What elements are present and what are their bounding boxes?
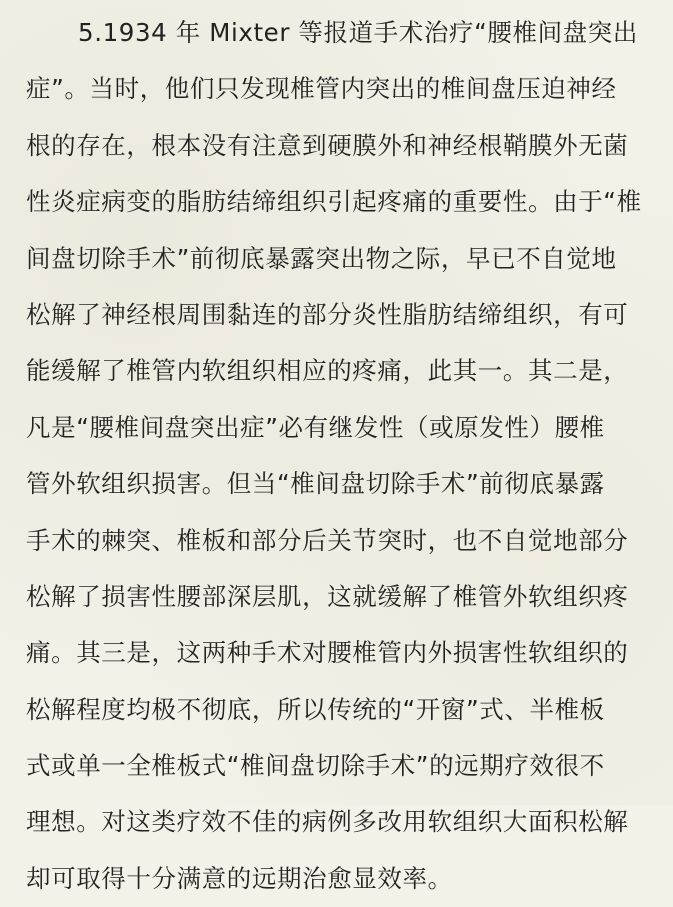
paragraph-line: 却可取得十分满意的远期治愈显效率。 (26, 863, 453, 893)
paragraph-line: 凡是“腰椎间盘突出症”必有继发性（或原发性）腰椎 (26, 412, 605, 442)
paragraph-line: 痛。其三是，这两种手术对腰椎管内外损害性软组织的 (26, 638, 629, 668)
paragraph-line: 松解程度均极不彻底，所以传统的“开窗”式、半椎板 (26, 694, 605, 724)
paragraph-line: 症”。当时，他们只发现椎管内突出的椎间盘压迫神经 (26, 74, 617, 104)
paragraph-line: 间盘切除手术”前彻底暴露突出物之际，早已不自觉地 (26, 243, 617, 273)
paragraph-line: 5.1934 年 Mixter 等报道手术治疗“腰椎间盘突出 (78, 18, 638, 47)
paragraph-line: 松解了神经根周围黏连的部分炎性脂肪结缔组织，有可 (26, 299, 629, 329)
paragraph-line: 性炎症病变的脂肪结缔组织引起疼痛的重要性。由于“椎 (26, 187, 642, 217)
paragraph-line: 式或单一全椎板式“椎间盘切除手术”的远期疗效很不 (26, 751, 605, 781)
paragraph-line: 手术的棘突、椎板和部分后关节突时，也不自觉地部分 (26, 525, 629, 555)
paragraph-line: 管外软组织损害。但当“椎间盘切除手术”前彻底暴露 (26, 469, 605, 499)
paragraph-line: 松解了损害性腰部深层肌，这就缓解了椎管外软组织疼 (26, 581, 629, 611)
paragraph-line: 能缓解了椎管内软组织相应的疼痛，此其一。其二是， (26, 356, 629, 386)
paragraph-line: 理想。对这类疗效不佳的病例多改用软组织大面积松解 (26, 807, 629, 837)
paragraph-line: 根的存在，根本没有注意到硬膜外和神经根鞘膜外无菌 (26, 130, 629, 160)
